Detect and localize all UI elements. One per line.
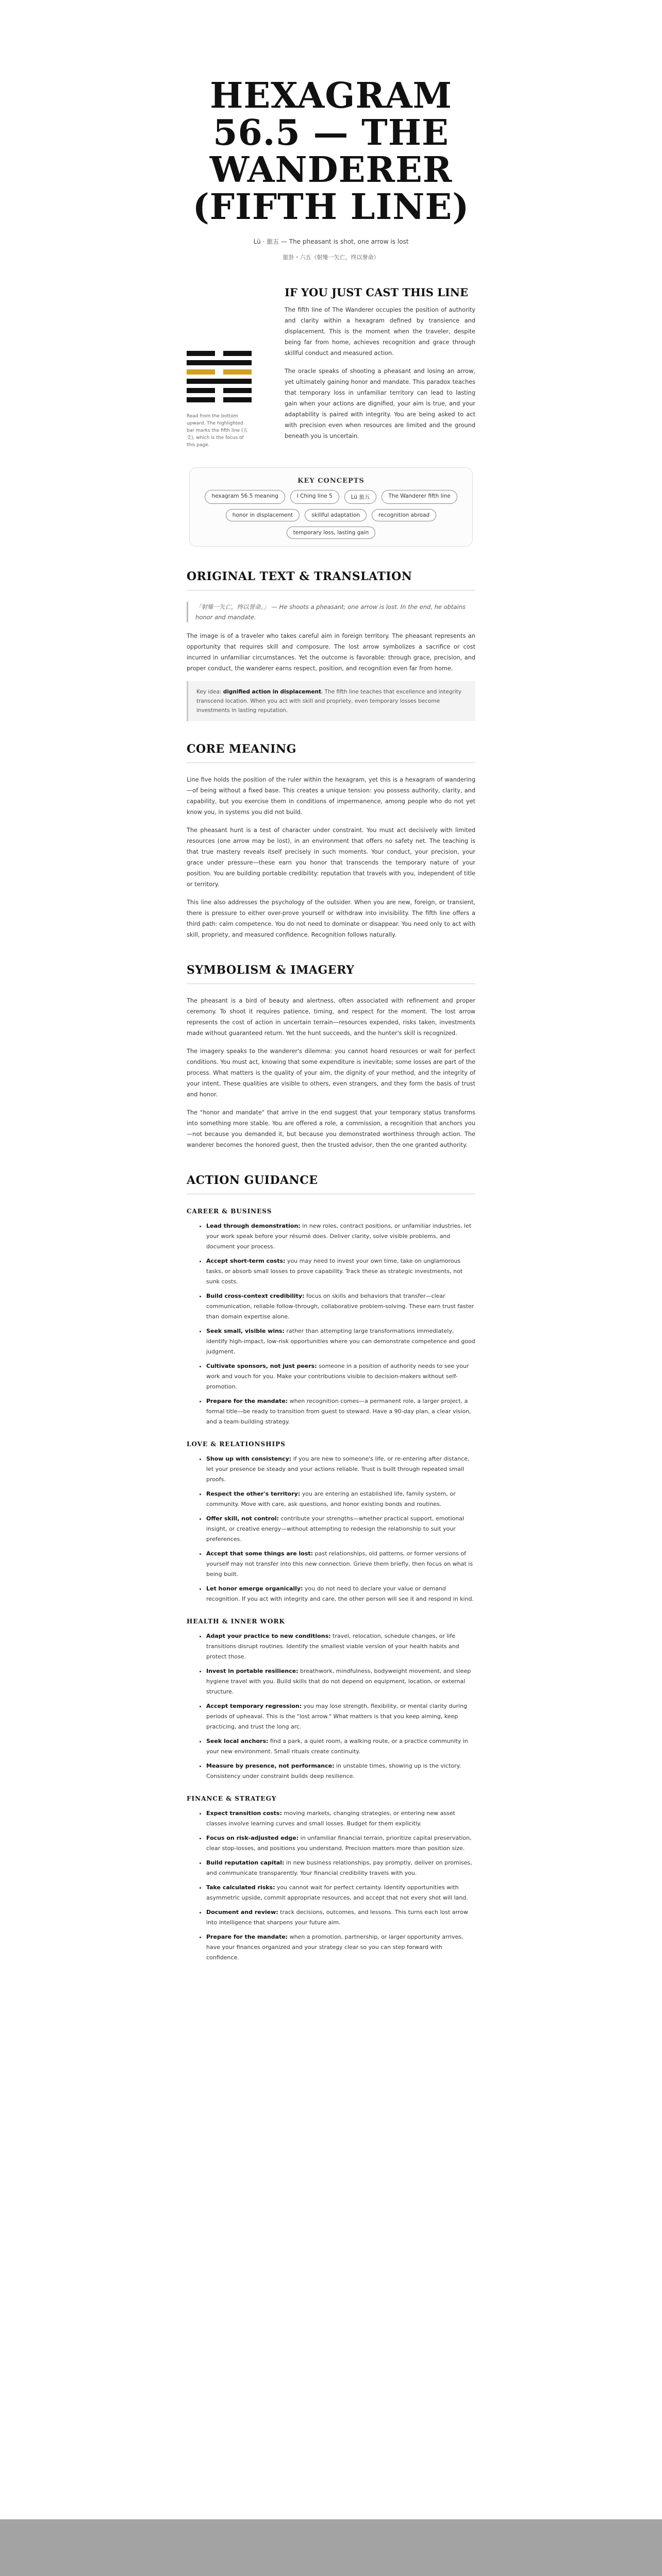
action-item-text: you are entering an established life, family system, or community. Move with care, ask questions, and honor existing bonds and routines. xyxy=(206,1490,456,1507)
original-text-section xyxy=(187,569,475,721)
action-item-label: Cultivate sponsors, not just peers: xyxy=(206,1363,317,1369)
action-item-text: past relationships, old patterns, or former versions of yourself may not transfer into this new connection. Grieve them briefly, then focus on what is being built. xyxy=(206,1550,473,1578)
hexagram-caption: Read from the bottom upward. The highlighted bar marks the fifth line (五爻), which is the focus of this page. xyxy=(187,414,248,448)
core-paragraph-3: This line also addresses the psychology of the outsider. When you are new, foreign, or transient, there is pressure to either over-prove yourself or withdraw into invisibility. The fifth line offers a third path: calm competence. You do not need to dominate or disappear. You need only to act with skill, propriety, and measured confidence. Recognition follows naturally. xyxy=(187,899,475,938)
action-item-label: Seek local anchors: xyxy=(206,1738,269,1744)
concept-chip[interactable]: hexagram 56.5 meaning xyxy=(205,490,285,504)
action-item xyxy=(206,1858,475,1878)
action-item-text: travel, relocation, schedule changes, or life transitions disrupt routines. Identify the smallest viable version of your health habits and protect those. xyxy=(206,1633,459,1660)
action-item xyxy=(206,1489,475,1510)
concept-chip[interactable]: skillful adaptation xyxy=(305,509,367,521)
action-item-label: Take calculated risks: xyxy=(206,1884,275,1891)
action-item-text: when a promotion, partnership, or larger opportunity arrives, have your finances organized and your strategy clear so you can step forward with confidence. xyxy=(206,1934,464,1961)
concept-chip[interactable]: Lü 旅五 xyxy=(344,490,377,504)
concept-chip[interactable]: temporary loss, lasting gain xyxy=(287,527,376,539)
action-item-text: moving markets, changing strategies, or entering new asset classes involve learning curves and small losses. Budget for them explicitly. xyxy=(206,1810,455,1827)
action-item xyxy=(206,1291,475,1322)
action-item-text: you may need to invest your own time, take on unglamorous tasks, or absorb small losses to prove capability. Track these as strategic investments, not sunk costs. xyxy=(206,1258,463,1285)
action-item-label: Build reputation capital: xyxy=(206,1859,285,1866)
concept-chip[interactable]: honor in displacement xyxy=(226,509,300,521)
hexagram-line-2 xyxy=(187,388,252,393)
action-item-text: you may lose strength, flexibility, or mental clarity during periods of upheaval. This is the "lost arrow." What matters is that you keep aiming, keep practicing, and trust the long arc. xyxy=(206,1703,468,1730)
key-concepts-box xyxy=(189,467,473,547)
action-item-text: contribute your strengths—whether practical support, emotional insight, or creative energy—without attempting to redesign the relationship to suit your preferences. xyxy=(206,1515,465,1543)
action-item-label: Lead through demonstration: xyxy=(206,1223,301,1229)
action-item-label: Accept short-term costs: xyxy=(206,1258,286,1264)
action-item xyxy=(206,1736,475,1757)
original-quote: 「射雉一矢亡，终以誉命。」 — He shoots a pheasant; one arrow is lost. In the end, he obtains honor and mandate. xyxy=(187,602,475,622)
hexagram-line-highlighted xyxy=(187,369,252,375)
action-group-title: LOVE & RELATIONSHIPS xyxy=(187,1440,286,1448)
hexagram-line-3 xyxy=(187,379,252,384)
intro-paragraph-2: The oracle speaks of shooting a pheasant and losing an arrow, yet ultimately gaining honor and mandate. This paradox teaches that temporary loss in unfamiliar territory can lead to lasting gain when your actions are dignified, your aim is true, and your adaptability is paired with integrity. You are being asked to act with precision even when resources are limited and the ground beneath you is uncertain. xyxy=(285,368,475,439)
page-subtitle: Lü · 旅五 — The pheasant is shot, one arrow is lost xyxy=(253,238,409,245)
core-heading: CORE MEANING xyxy=(187,742,296,756)
original-heading: ORIGINAL TEXT & TRANSLATION xyxy=(187,570,412,583)
action-item-label: Let honor emerge organically: xyxy=(206,1585,303,1592)
action-list xyxy=(196,1631,475,1782)
action-item xyxy=(206,1907,475,1928)
action-item-label: Prepare for the mandate: xyxy=(206,1398,288,1404)
action-item xyxy=(206,1701,475,1732)
action-list xyxy=(196,1454,475,1604)
action-group-title: FINANCE & STRATEGY xyxy=(187,1795,277,1802)
symbolism-paragraph-1: The pheasant is a bird of beauty and alertness, often associated with refinement and proper ceremony. To shoot it requires patience, timing, and respect for the moment. The lost arrow represents the cost of action in uncertain terrain—resources expended, risks taken, investments made without guaranteed return. Yet the hunt succeeds, and the hunter's skill is recognized. xyxy=(187,997,475,1037)
action-list xyxy=(196,1221,475,1427)
action-item-label: Expect transition costs: xyxy=(206,1810,282,1817)
action-item-text: focus on skills and behaviors that transfer—clear communication, reliable follow-through, collaborative problem-solving. These earn trust faster than domain expertise alone. xyxy=(206,1293,474,1320)
intro-paragraph-1: The fifth line of The Wanderer occupies the position of authority and clarity within a hexagram defined by transience and displacement. This is the moment when the traveler, despite being far from home, achieves recognition and grace through skillful conduct and measured action. xyxy=(285,307,475,357)
action-item-label: Adapt your practice to new conditions: xyxy=(206,1633,331,1639)
intro-text xyxy=(285,286,475,449)
action-item xyxy=(206,1396,475,1427)
divider xyxy=(187,762,475,763)
action-item-label: Focus on risk-adjusted edge: xyxy=(206,1835,299,1841)
concept-chip[interactable]: recognition abroad xyxy=(372,509,436,521)
action-item-text: in unstable times, showing up is the victory. Consistency under constraint builds deep resilience. xyxy=(206,1762,461,1780)
core-paragraph-2: The pheasant hunt is a test of character under constraint. You must act decisively with limited resources (one arrow may be lost), in an environment that offers no safety net. The teaching is that true mastery reveals itself precisely in such moments. Your conduct, your precision, your grace under pressure—these earn you honor that transcends the temporary nature of your position. You are building portable credibility: reputation that travels with you, independent of title or territory. xyxy=(187,827,475,888)
action-item xyxy=(206,1221,475,1252)
core-meaning-section xyxy=(187,742,475,940)
action-item xyxy=(206,1361,475,1392)
action-item-text: in new roles, contract positions, or unfamiliar industries, let your work speak before your résumé does. Deliver clarity, solve visible problems, and document your process. xyxy=(206,1223,472,1250)
hexagram-line-5 xyxy=(187,360,252,365)
page-content xyxy=(187,0,475,1963)
action-item-text: you do not need to declare your value or demand recognition. If you act with integrity and care, the other person will see it and respond in kind. xyxy=(206,1585,474,1602)
action-item xyxy=(206,1932,475,1963)
page-title: HEXAGRAM 56.5 — THE WANDERER (FIFTH LINE) xyxy=(192,75,470,228)
action-item xyxy=(206,1549,475,1580)
action-item-text: find a park, a quiet room, a walking route, or a practice community in your new environment. Small rituals create continuity. xyxy=(206,1738,468,1755)
original-paragraph-1: The image is of a traveler who takes careful aim in foreign territory. The pheasant represents an opportunity that requires skill and composure. The lost arrow symbolizes a sacrifice or cost incurred in unfamiliar circumstances. Yet the outcome is favorable: through grace, precision, and proper conduct, the wanderer earns respect, position, and recognition even far from home. xyxy=(187,633,475,672)
action-item-text: rather than attempting large transformations immediately, identify high-impact, low-risk opportunities where you can demonstrate competence and good judgment. xyxy=(206,1328,475,1355)
key-concepts-title: KEY CONCEPTS xyxy=(297,477,365,485)
action-group-title: HEALTH & INNER WORK xyxy=(187,1618,285,1625)
action-item-text: if you are new to someone's life, or re-entering after distance, let your presence be steady and your actions reliable. Trust is built through repeated small proofs. xyxy=(206,1455,470,1483)
action-item-label: Accept temporary regression: xyxy=(206,1703,302,1709)
action-item xyxy=(206,1326,475,1357)
action-item-text: breathwork, mindfulness, bodyweight movement, and sleep hygiene travel with you. Build skills that do not depend on equipment, location, or external structure. xyxy=(206,1668,471,1695)
action-list xyxy=(196,1808,475,1963)
action-item-label: Seek small, visible wins: xyxy=(206,1328,285,1334)
action-item-text: when recognition comes—a permanent role, a larger project, a formal title—be ready to transition from guest to steward. Have a 90-day plan, a clear vision, and a team-building strategy. xyxy=(206,1398,471,1425)
action-heading: ACTION GUIDANCE xyxy=(187,1174,318,1187)
key-idea-callout: Key idea: dignified action in displacement. The fifth line teaches that excellence and integrity transcend location. When you act with skill and propriety, even temporary losses become investments in lasting reputation. xyxy=(187,681,475,721)
action-item-text: someone in a position of authority needs to see your work and vouch for you. Make your contributions visible to decision-makers without self-promotion. xyxy=(206,1363,469,1390)
action-item xyxy=(206,1666,475,1697)
action-item xyxy=(206,1833,475,1854)
action-item xyxy=(206,1808,475,1829)
intro-heading: IF YOU JUST CAST THIS LINE xyxy=(285,286,468,299)
action-guidance-section xyxy=(187,1173,475,1963)
action-item-label: Respect the other's territory: xyxy=(206,1490,301,1497)
page-subtitle-chinese: 旅卦・六五（射雉一矢亡，终以誉命） xyxy=(283,254,379,261)
action-item xyxy=(206,1883,475,1903)
action-item xyxy=(206,1514,475,1545)
dimmed-overlay xyxy=(0,2519,662,2576)
concept-chip[interactable]: The Wanderer fifth line xyxy=(382,490,457,504)
action-item-label: Accept that some things are lost: xyxy=(206,1550,313,1557)
action-item xyxy=(206,1256,475,1287)
symbolism-paragraph-3: The "honor and mandate" that arrive in the end suggest that your temporary status transforms into something more stable. You are offered a role, a commission, a recognition that anchors you—not because you demanded it, but because you demonstrated worthiness through action. The wanderer becomes the honored guest, then the trusted advisor, then the one granted authority. xyxy=(187,1109,475,1148)
action-item-label: Offer skill, not control: xyxy=(206,1515,279,1522)
action-item-text: in unfamiliar financial terrain, prioritize capital preservation, clear stop-losses, and positions you understand. Precision matters more than position size. xyxy=(206,1835,472,1852)
symbolism-heading: SYMBOLISM & IMAGERY xyxy=(187,963,355,977)
key-concepts-chips xyxy=(197,490,465,539)
action-group-title: CAREER & BUSINESS xyxy=(187,1208,272,1215)
hexagram-figure xyxy=(187,351,252,402)
intro-section xyxy=(187,286,475,449)
concept-chip[interactable]: I Ching line 5 xyxy=(290,490,339,504)
core-paragraph-1: Line five holds the position of the ruler within the hexagram, yet this is a hexagram of wandering—of being without a fixed base. This creates a unique tension: you possess authority, clarity, and capability, but you exercise them in conditions of impermanence, among people who do not yet know you, in systems you did not build. xyxy=(187,776,475,816)
action-item-label: Show up with consistency: xyxy=(206,1455,292,1462)
action-item-label: Build cross-context credibility: xyxy=(206,1293,305,1299)
action-item xyxy=(206,1761,475,1782)
action-item-label: Measure by presence, not performance: xyxy=(206,1762,335,1769)
action-item xyxy=(206,1631,475,1662)
symbolism-paragraph-2: The imagery speaks to the wanderer's dilemma: you cannot hoard resources or wait for perfect conditions. You must act, knowing that some expenditure is inevitable; some losses are part of the process. What matters is the quality of your aim, the dignity of your method, and the integrity of your intent. These qualities are visible to others, even strangers, and they form the basis of trust and honor. xyxy=(187,1048,475,1098)
hexagram-line-6 xyxy=(187,351,252,356)
action-item-label: Invest in portable resilience: xyxy=(206,1668,299,1674)
symbolism-section xyxy=(187,963,475,1150)
action-groups xyxy=(187,1208,475,1963)
action-item xyxy=(206,1584,475,1604)
action-item xyxy=(206,1454,475,1485)
action-item-label: Prepare for the mandate: xyxy=(206,1934,288,1940)
action-item-text: in new business relationships, pay promptly, deliver on promises, and communicate transparently. Your financial credibility travels with you. xyxy=(206,1859,472,1876)
action-item-text: you cannot wait for perfect certainty. Identify opportunities with asymmetric upside, commit appropriate resources, and accept that not every shot will land. xyxy=(206,1884,468,1901)
action-item-text: track decisions, outcomes, and lessons. This turns each lost arrow into intelligence that sharpens your future aim. xyxy=(206,1909,468,1926)
hexagram-line-1 xyxy=(187,397,252,402)
hexagram-panel xyxy=(187,286,285,449)
action-item-label: Document and review: xyxy=(206,1909,278,1916)
